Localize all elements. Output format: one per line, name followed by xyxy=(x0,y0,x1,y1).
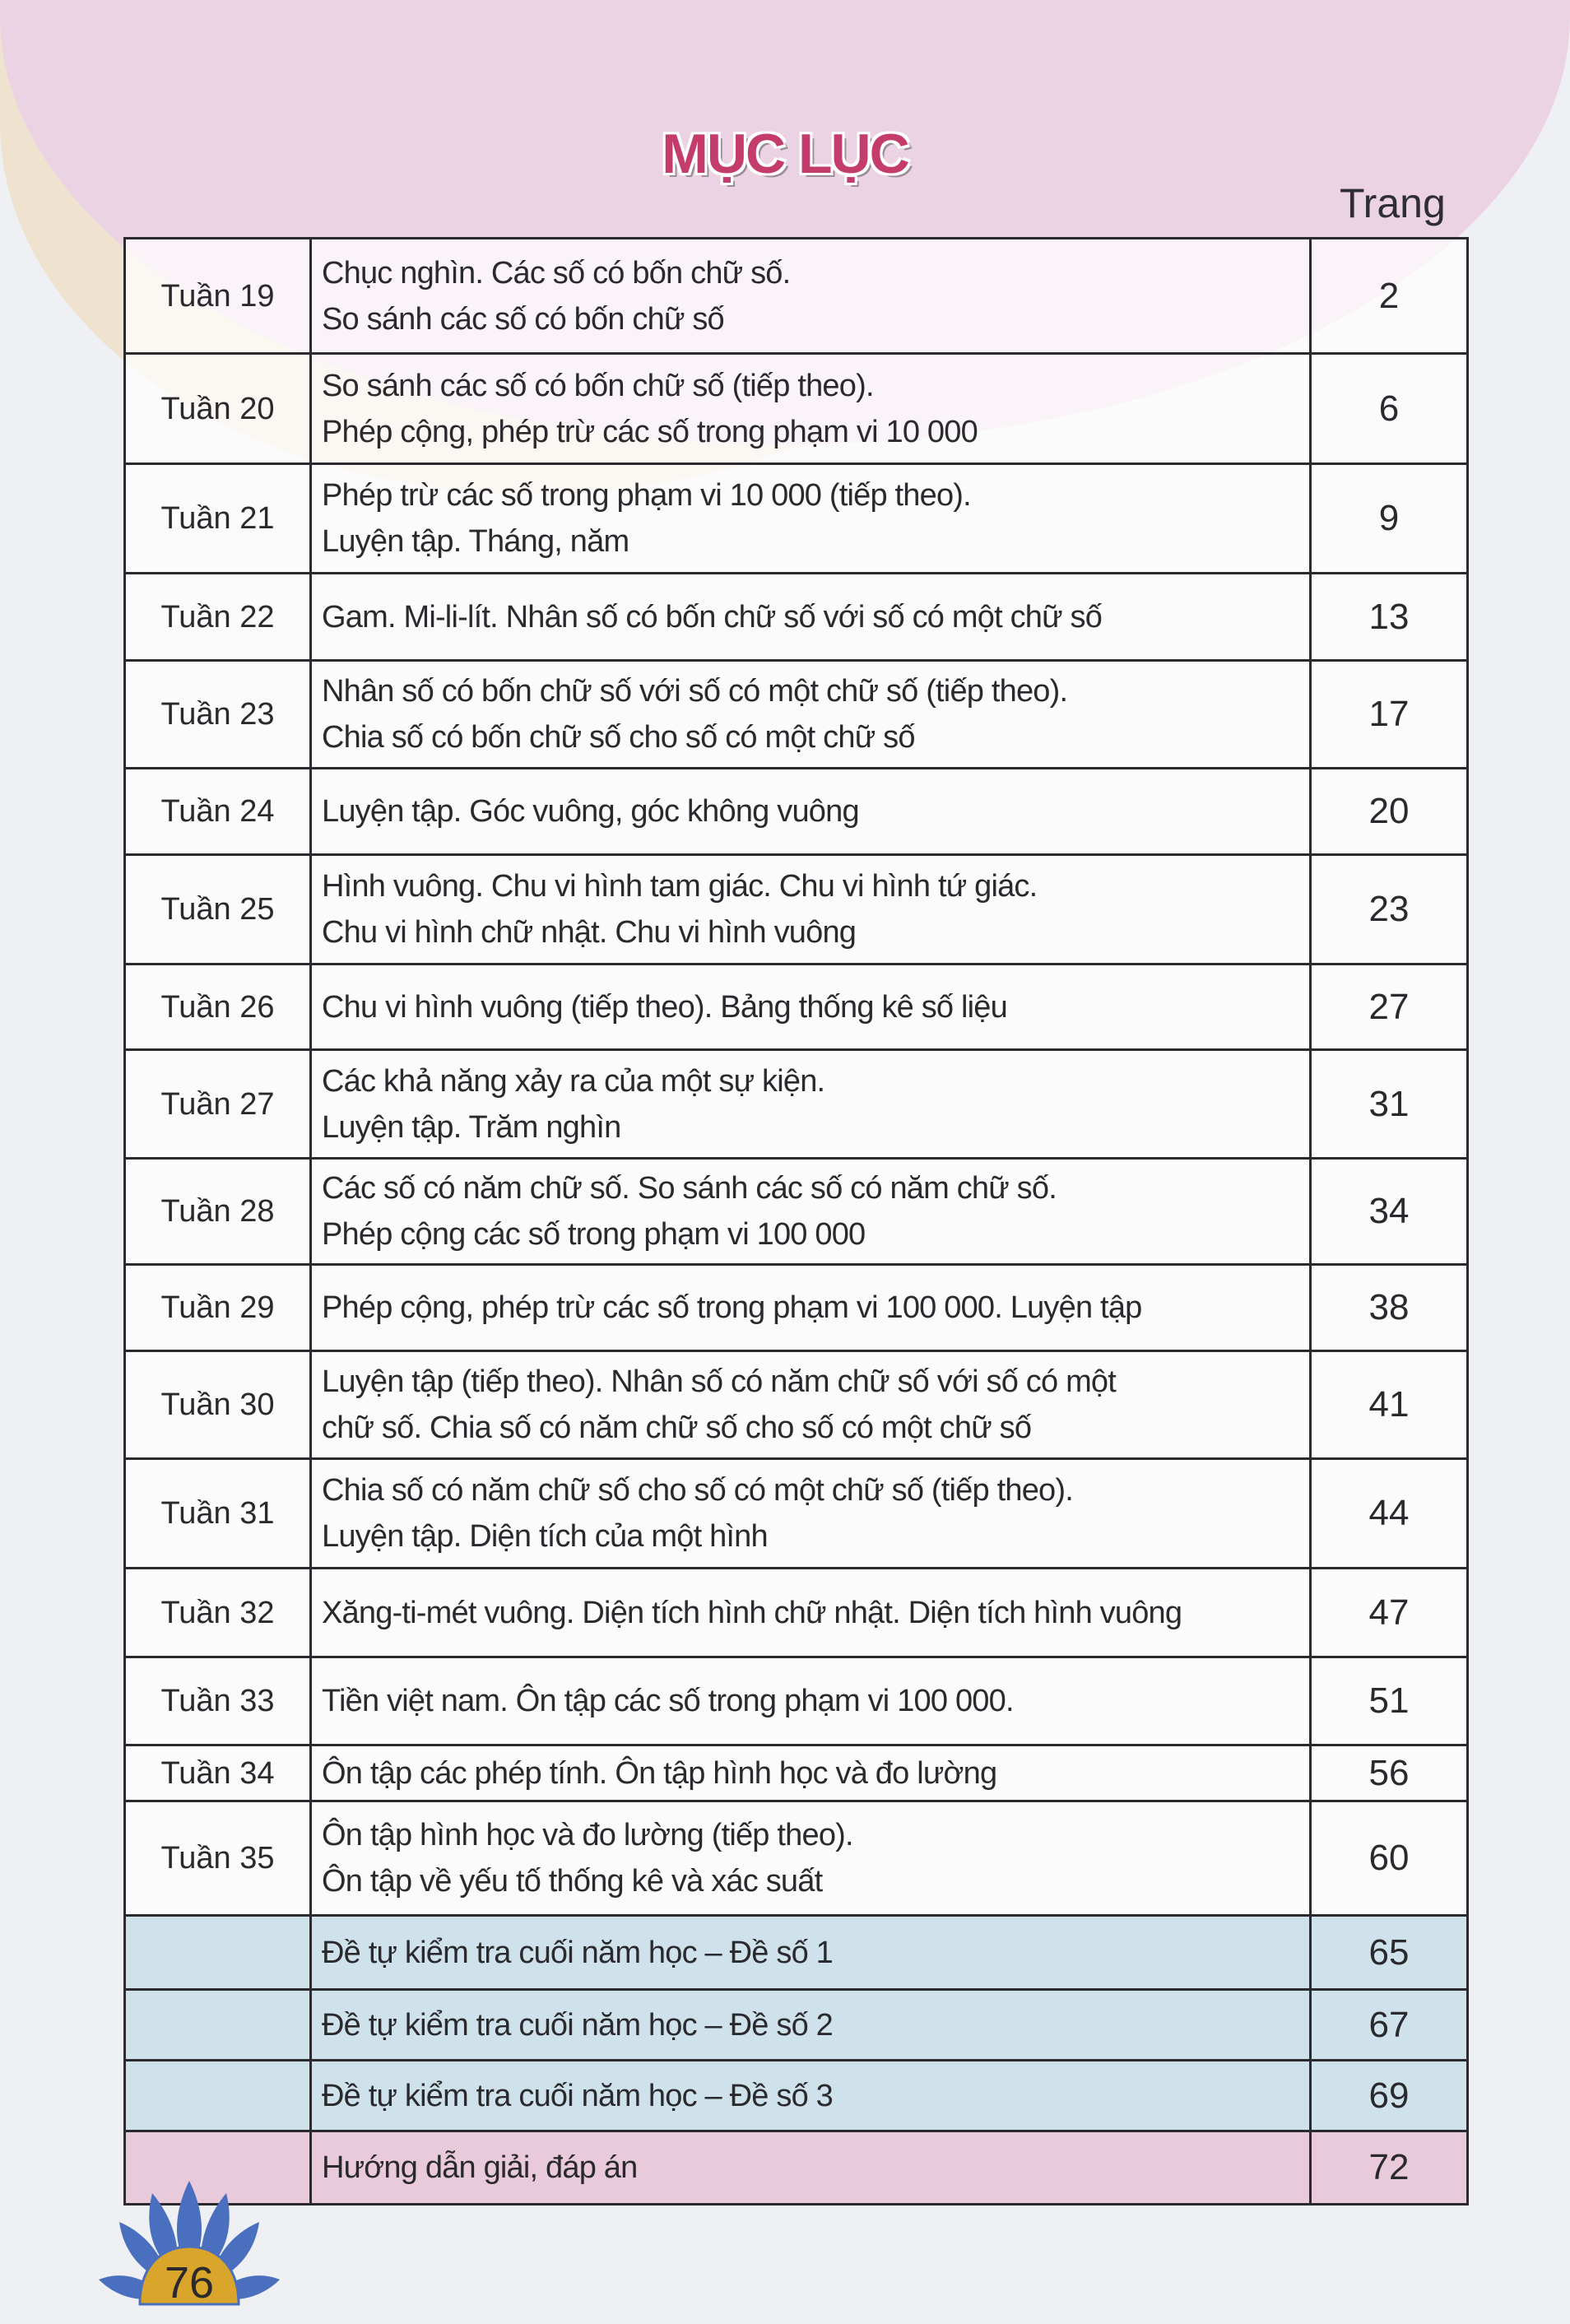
lesson-title xyxy=(311,239,1311,354)
toc-row xyxy=(125,1801,1468,1916)
lesson-title-line: Nhân số có bốn chữ số với số có một chữ số (tiếp theo). xyxy=(322,674,1068,709)
lesson-title xyxy=(311,354,1311,464)
lesson-title xyxy=(311,1159,1311,1265)
lesson-title-line: Xăng-ti-mét vuông. Diện tích hình chữ nhật. Diện tích hình vuông xyxy=(322,1595,1182,1630)
week-label: Tuần 24 xyxy=(125,769,311,855)
toc-row xyxy=(125,1745,1468,1801)
page-ref: 51 xyxy=(1311,1657,1468,1745)
toc-row xyxy=(125,855,1468,964)
lesson-title xyxy=(311,769,1311,855)
toc-row xyxy=(125,1916,1468,1990)
week-label: Tuần 34 xyxy=(125,1745,311,1801)
page-ref: 6 xyxy=(1311,354,1468,464)
page-ref: 17 xyxy=(1311,661,1468,769)
week-label: Tuần 32 xyxy=(125,1569,311,1657)
page-ref: 47 xyxy=(1311,1569,1468,1657)
week-label: Tuần 29 xyxy=(125,1265,311,1351)
lesson-title xyxy=(311,661,1311,769)
page-ref: 34 xyxy=(1311,1159,1468,1265)
week-label: Tuần 23 xyxy=(125,661,311,769)
page-number-badge xyxy=(95,2173,284,2312)
page-ref: 27 xyxy=(1311,964,1468,1050)
lesson-title xyxy=(311,1459,1311,1569)
page-ref: 2 xyxy=(1311,239,1468,354)
lesson-title xyxy=(311,1745,1311,1801)
lesson-title-line: Luyện tập. Diện tích của một hình xyxy=(322,1519,768,1554)
lesson-title xyxy=(311,574,1311,661)
lesson-title xyxy=(311,1050,1311,1159)
page-ref: 67 xyxy=(1311,1990,1468,2061)
week-label: Tuần 31 xyxy=(125,1459,311,1569)
page-ref: 20 xyxy=(1311,769,1468,855)
lesson-title-line: Đề tự kiểm tra cuối năm học – Đề số 1 xyxy=(322,1935,834,1970)
lesson-title xyxy=(311,1990,1311,2061)
lesson-title-line: Các khả năng xảy ra của một sự kiện. xyxy=(322,1063,825,1099)
lesson-title xyxy=(311,1657,1311,1745)
toc-row xyxy=(125,1050,1468,1159)
page-ref: 56 xyxy=(1311,1745,1468,1801)
lesson-title-line: Ôn tập các phép tính. Ôn tập hình học và đo lường xyxy=(322,1755,997,1791)
lesson-title xyxy=(311,1916,1311,1990)
toc-row xyxy=(125,964,1468,1050)
lesson-title-line: Luyện tập (tiếp theo). Nhân số có năm chữ số với số có một xyxy=(322,1364,1117,1399)
toc-row xyxy=(125,354,1468,464)
toc-row xyxy=(125,661,1468,769)
week-label: Tuần 30 xyxy=(125,1351,311,1459)
week-label: Tuần 27 xyxy=(125,1050,311,1159)
toc-row xyxy=(125,1159,1468,1265)
lesson-title-line: So sánh các số có bốn chữ số (tiếp theo). xyxy=(322,368,874,403)
lesson-title-line: Chu vi hình vuông (tiếp theo). Bảng thống kê số liệu xyxy=(322,989,1007,1025)
lesson-title-line: Tiền việt nam. Ôn tập các số trong phạm vi 100 000. xyxy=(322,1684,1014,1718)
lesson-title xyxy=(311,2061,1311,2131)
week-label: Tuần 25 xyxy=(125,855,311,964)
lesson-title-line: Đề tự kiểm tra cuối năm học – Đề số 2 xyxy=(322,2007,834,2043)
lesson-title-line: So sánh các số có bốn chữ số xyxy=(322,301,724,337)
toc-row xyxy=(125,2061,1468,2131)
lesson-title-line: Chia số có năm chữ số cho số có một chữ số (tiếp theo). xyxy=(322,1473,1073,1508)
page-ref: 72 xyxy=(1311,2131,1468,2205)
lesson-title-line: Các số có năm chữ số. So sánh các số có năm chữ số. xyxy=(322,1171,1057,1206)
week-label: Tuần 21 xyxy=(125,464,311,574)
page-ref: 69 xyxy=(1311,2061,1468,2131)
week-label: Tuần 19 xyxy=(125,239,311,354)
week-label: Tuần 20 xyxy=(125,354,311,464)
week-label: Tuần 26 xyxy=(125,964,311,1050)
page-number: 76 xyxy=(164,2258,215,2308)
week-label xyxy=(125,2061,311,2131)
lesson-title-line: Luyện tập. Tháng, năm xyxy=(322,524,629,559)
page-ref: 60 xyxy=(1311,1801,1468,1916)
lesson-title-line: Ôn tập hình học và đo lường (tiếp theo). xyxy=(322,1818,853,1852)
lesson-title-line: Luyện tập. Góc vuông, góc không vuông xyxy=(322,794,859,829)
week-label: Tuần 35 xyxy=(125,1801,311,1916)
week-label: Tuần 33 xyxy=(125,1657,311,1745)
page-ref: 23 xyxy=(1311,855,1468,964)
toc-row xyxy=(125,1657,1468,1745)
page-column-header: Trang xyxy=(1340,180,1446,226)
toc-row xyxy=(125,1569,1468,1657)
lesson-title-line: Ôn tập về yếu tố thống kê và xác suất xyxy=(322,1864,823,1899)
lesson-title xyxy=(311,855,1311,964)
toc-row xyxy=(125,464,1468,574)
toc-row xyxy=(125,1351,1468,1459)
page-ref: 13 xyxy=(1311,574,1468,661)
lesson-title-line: Chục nghìn. Các số có bốn chữ số. xyxy=(322,255,791,290)
lesson-title-line: Phép cộng các số trong phạm vi 100 000 xyxy=(322,1217,866,1252)
lesson-title-line: Chu vi hình chữ nhật. Chu vi hình vuông xyxy=(322,915,857,950)
table-of-contents xyxy=(123,237,1469,2205)
page-title: MỤC LỤC xyxy=(662,123,908,185)
page-ref: 44 xyxy=(1311,1459,1468,1569)
page-ref: 65 xyxy=(1311,1916,1468,1990)
lesson-title xyxy=(311,1801,1311,1916)
lesson-title-line: Hướng dẫn giải, đáp án xyxy=(322,2150,638,2185)
lesson-title-line: Chia số có bốn chữ số cho số có một chữ số xyxy=(322,720,915,755)
page-ref: 38 xyxy=(1311,1265,1468,1351)
lesson-title-line: Hình vuông. Chu vi hình tam giác. Chu vi hình tứ giác. xyxy=(322,869,1038,904)
toc-row xyxy=(125,2131,1468,2205)
toc-row xyxy=(125,574,1468,661)
week-label: Tuần 22 xyxy=(125,574,311,661)
week-label xyxy=(125,1990,311,2061)
lesson-title-line: Phép cộng, phép trừ các số trong phạm vi 10 000 xyxy=(322,414,978,449)
lesson-title xyxy=(311,1351,1311,1459)
lesson-title-line: chữ số. Chia số có năm chữ số cho số có một chữ số xyxy=(322,1411,1032,1445)
page-ref: 31 xyxy=(1311,1050,1468,1159)
lesson-title-line: Phép cộng, phép trừ các số trong phạm vi 100 000. Luyện tập xyxy=(322,1290,1142,1325)
lesson-title xyxy=(311,964,1311,1050)
lesson-title xyxy=(311,2131,1311,2205)
toc-row xyxy=(125,1459,1468,1569)
lesson-title-line: Luyện tập. Trăm nghìn xyxy=(322,1109,621,1145)
lesson-title xyxy=(311,1265,1311,1351)
toc-row xyxy=(125,239,1468,354)
page-ref: 9 xyxy=(1311,464,1468,574)
lesson-title-line: Phép trừ các số trong phạm vi 10 000 (tiếp theo). xyxy=(322,478,971,513)
page-ref: 41 xyxy=(1311,1351,1468,1459)
week-label: Tuần 28 xyxy=(125,1159,311,1265)
lesson-title xyxy=(311,1569,1311,1657)
toc-row xyxy=(125,769,1468,855)
lesson-title xyxy=(311,464,1311,574)
toc-row xyxy=(125,1265,1468,1351)
week-label xyxy=(125,1916,311,1990)
lesson-title-line: Đề tự kiểm tra cuối năm học – Đề số 3 xyxy=(322,2078,834,2113)
toc-row xyxy=(125,1990,1468,2061)
lesson-title-line: Gam. Mi-li-lít. Nhân số có bốn chữ số với số có một chữ số xyxy=(322,599,1103,634)
